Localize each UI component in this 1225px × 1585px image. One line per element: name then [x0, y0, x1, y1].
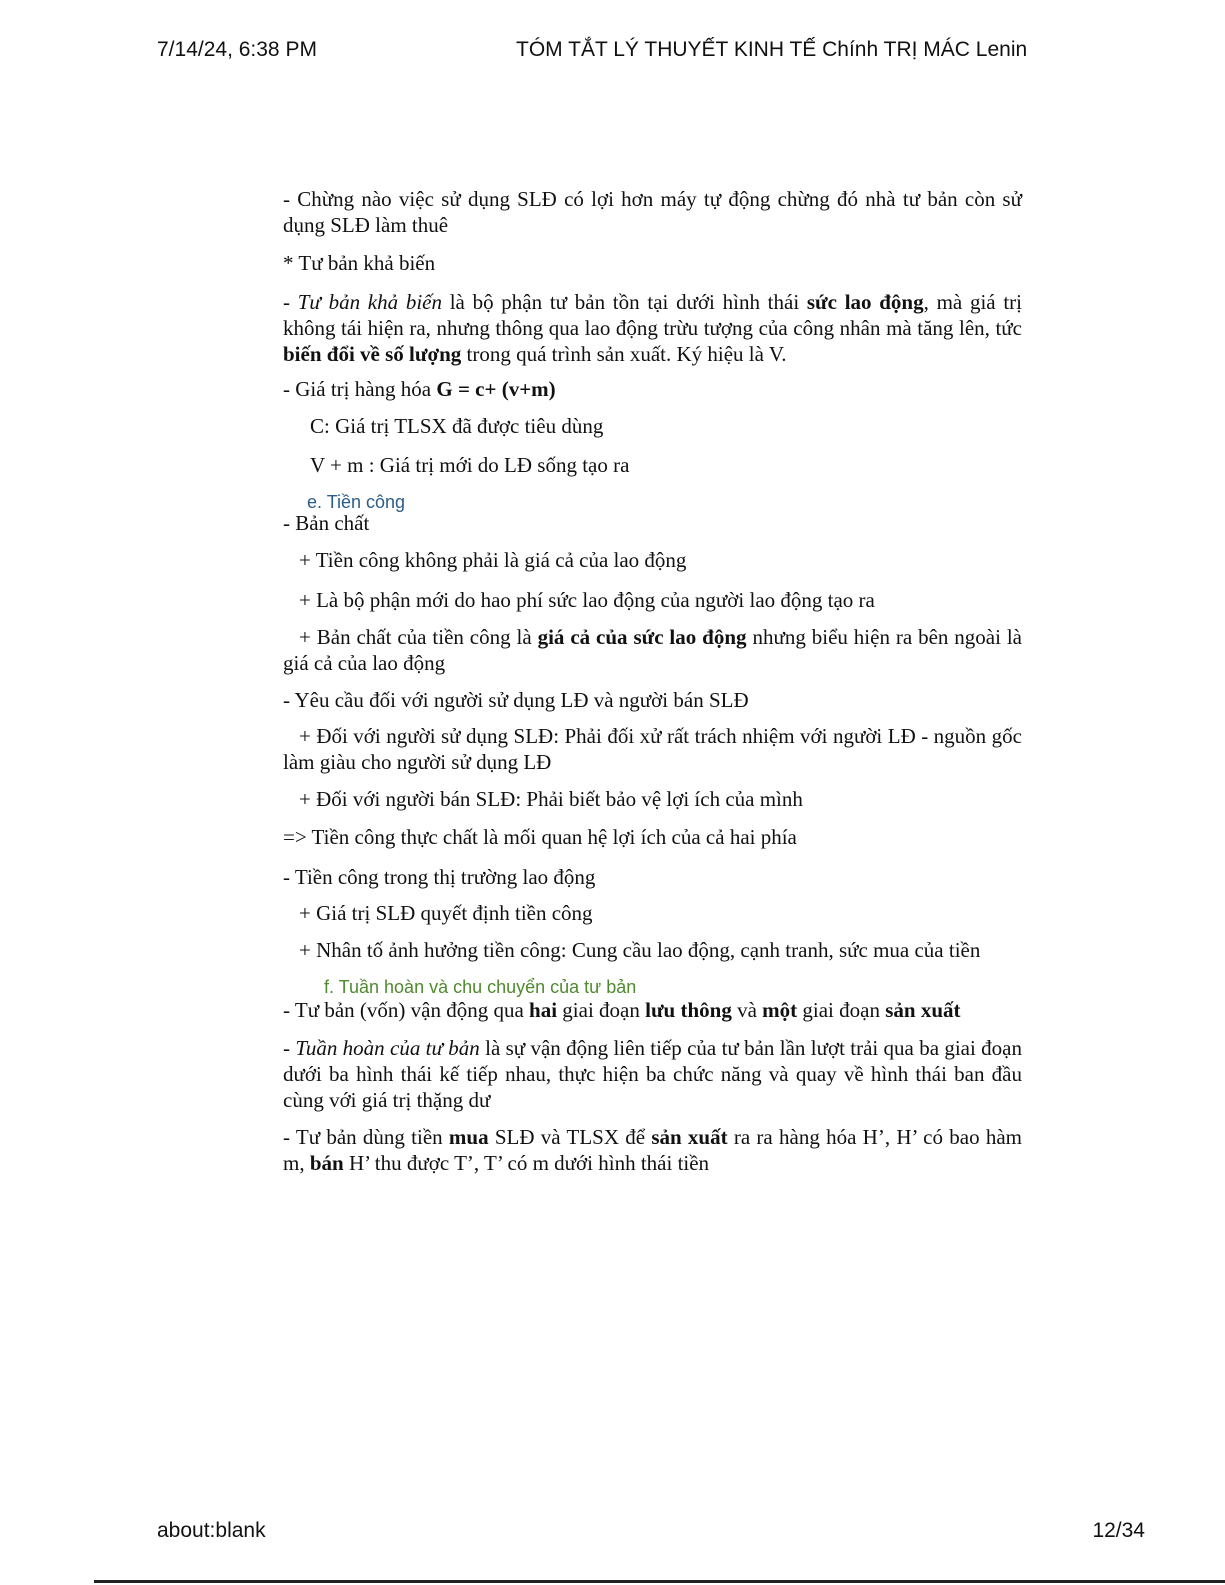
paragraph-capital-process: - Tư bản dùng tiền mua SLĐ và TLSX để sản xuất ra ra hàng hóa H’, H’ có bao hàm m, bán H’ thu được T’, T’ có m dưới hình thái tiền — [283, 1125, 1022, 1175]
paragraph-new-value: V + m : Giá trị mới do LĐ sống tạo ra — [310, 453, 630, 477]
paragraph-wage-nature: + Bản chất của tiền công là giá cả của sức lao động nhưng biểu hiện ra bên ngoài là giá cả của lao động — [283, 625, 1022, 675]
page-bottom-rule — [94, 1580, 1225, 1583]
document-title: TÓM TẮT LÝ THUYẾT KINH TẾ Chính TRỊ MÁC Lenin — [516, 38, 1028, 61]
paragraph-wage-new-part: + Là bộ phận mới do hao phí sức lao động của người lao động tạo ra — [299, 588, 875, 612]
paragraph-labor-market-wage: - Tiền công trong thị trường lao động — [283, 865, 596, 889]
paragraph-wage-not-price-of-labor: + Tiền công không phải là giá cả của lao động — [299, 548, 687, 572]
paragraph-employer-requirement: + Đối với người sử dụng SLĐ: Phải đối xử rất trách nhiệm với người LĐ - nguồn gốc làm giàu cho người sử dụng LĐ — [283, 724, 1022, 774]
paragraph-labor-usage: - Chừng nào việc sử dụng SLĐ có lợi hơn máy tự động chừng đó nhà tư bản còn sử dụng SLĐ làm thuê — [283, 187, 1022, 237]
paragraph-variable-capital-heading: * Tư bản khả biến — [283, 251, 436, 275]
paragraph-capital-stages: - Tư bản (vốn) vận động qua hai giai đoạn lưu thông và một giai đoạn sản xuất — [283, 998, 961, 1022]
paragraph-commodity-value: - Giá trị hàng hóa G = c+ (v+m) — [283, 377, 556, 401]
paragraph-wage-factors: + Nhân tố ảnh hưởng tiền công: Cung cầu lao động, cạnh tranh, sức mua của tiền — [299, 938, 981, 962]
paragraph-value-determines-wage: + Giá trị SLĐ quyết định tiền công — [299, 901, 593, 925]
paragraph-seller-requirement: + Đối với người bán SLĐ: Phải biết bảo vệ lợi ích của mình — [299, 787, 803, 811]
paragraph-capital-circulation-definition: - Tuần hoàn của tư bản là sự vận động liên tiếp của tư bản lần lượt trải qua ba giai đoạn dưới ba hình thái kế tiếp nhau, thực hiện ba chức năng và quay về hình thái ban đầu cùng với giá trị thặng dư — [283, 1036, 1022, 1112]
paragraph-constant-capital: C: Giá trị TLSX đã được tiêu dùng — [310, 414, 604, 438]
paragraph-variable-capital-definition: - Tư bản khả biến là bộ phận tư bản tồn tại dưới hình thái sức lao động, mà giá trị không tái hiện ra, nhưng thông qua lao động trừu tượng của công nhân mà tăng lên, tức biến đổi về số lượng trong quá trình sản xuất. Ký hiệu là V. — [283, 290, 1022, 366]
page-number: 12/34 — [1092, 1519, 1145, 1542]
paragraph-wage-conclusion: => Tiền công thực chất là mối quan hệ lợi ích của cả hai phía — [283, 825, 797, 849]
paragraph-requirements: - Yêu cầu đối với người sử dụng LĐ và người bán SLĐ — [283, 688, 749, 712]
section-heading-wages: e. Tiền công — [307, 492, 406, 512]
footer-url: about:blank — [157, 1519, 266, 1542]
section-heading-circulation: f. Tuần hoàn và chu chuyển của tư bản — [324, 977, 637, 997]
paragraph-nature: - Bản chất — [283, 511, 370, 535]
print-datetime: 7/14/24, 6:38 PM — [157, 38, 317, 61]
